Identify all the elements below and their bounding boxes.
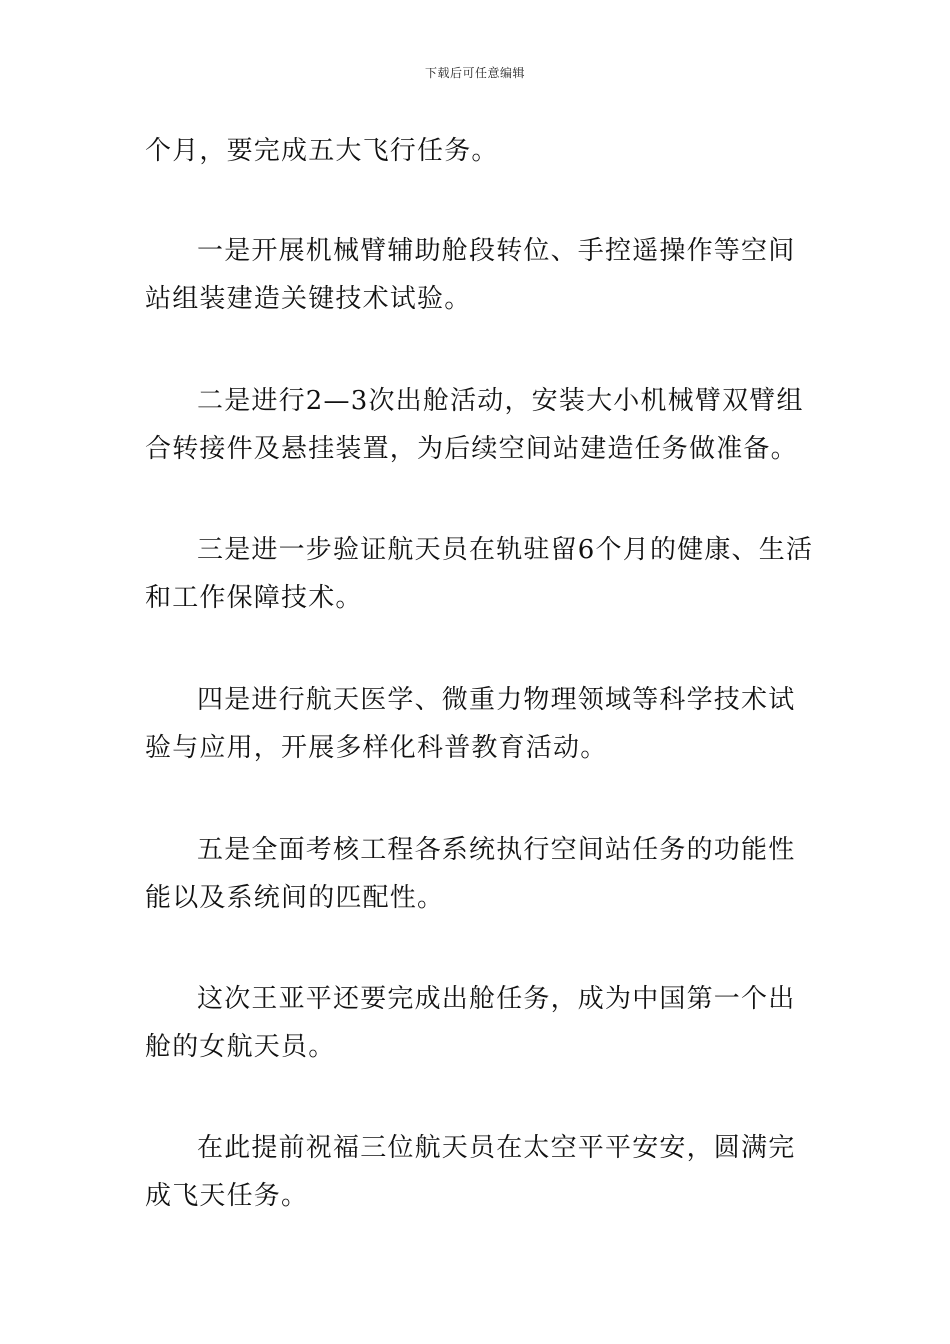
paragraph-task-four: 四是进行航天医学、微重力物理领域等科学技术试验与应用，开展多样化科普教育活动。 <box>145 685 796 763</box>
paragraph-task-one: 一是开展机械臂辅助舱段转位、手控遥操作等空间站组装建造关键技术试验。 <box>145 236 796 314</box>
page-header: 下载后可任意编辑 <box>424 66 525 80</box>
paragraph-task-five: 五是全面考核工程各系统执行空间站任务的功能性能以及系统间的匹配性。 <box>145 835 796 913</box>
paragraph-spacewalk: 这次王亚平还要完成出舱任务，成为中国第一个出舱的女航天员。 <box>145 984 796 1062</box>
paragraph-task-three: 三是进一步验证航天员在轨驻留6个月的健康、生活和工作保障技术。 <box>145 535 814 613</box>
paragraph-blessing: 在此提前祝福三位航天员在太空平平安安，圆满完成飞天任务。 <box>145 1133 796 1211</box>
paragraph-continuation: 个月，要完成五大飞行任务。 <box>145 136 499 166</box>
paragraph-task-two: 二是进行2—3次出舱活动，安装大小机械臂双臂组合转接件及悬挂装置，为后续空间站建造任务做准备。 <box>145 386 804 464</box>
